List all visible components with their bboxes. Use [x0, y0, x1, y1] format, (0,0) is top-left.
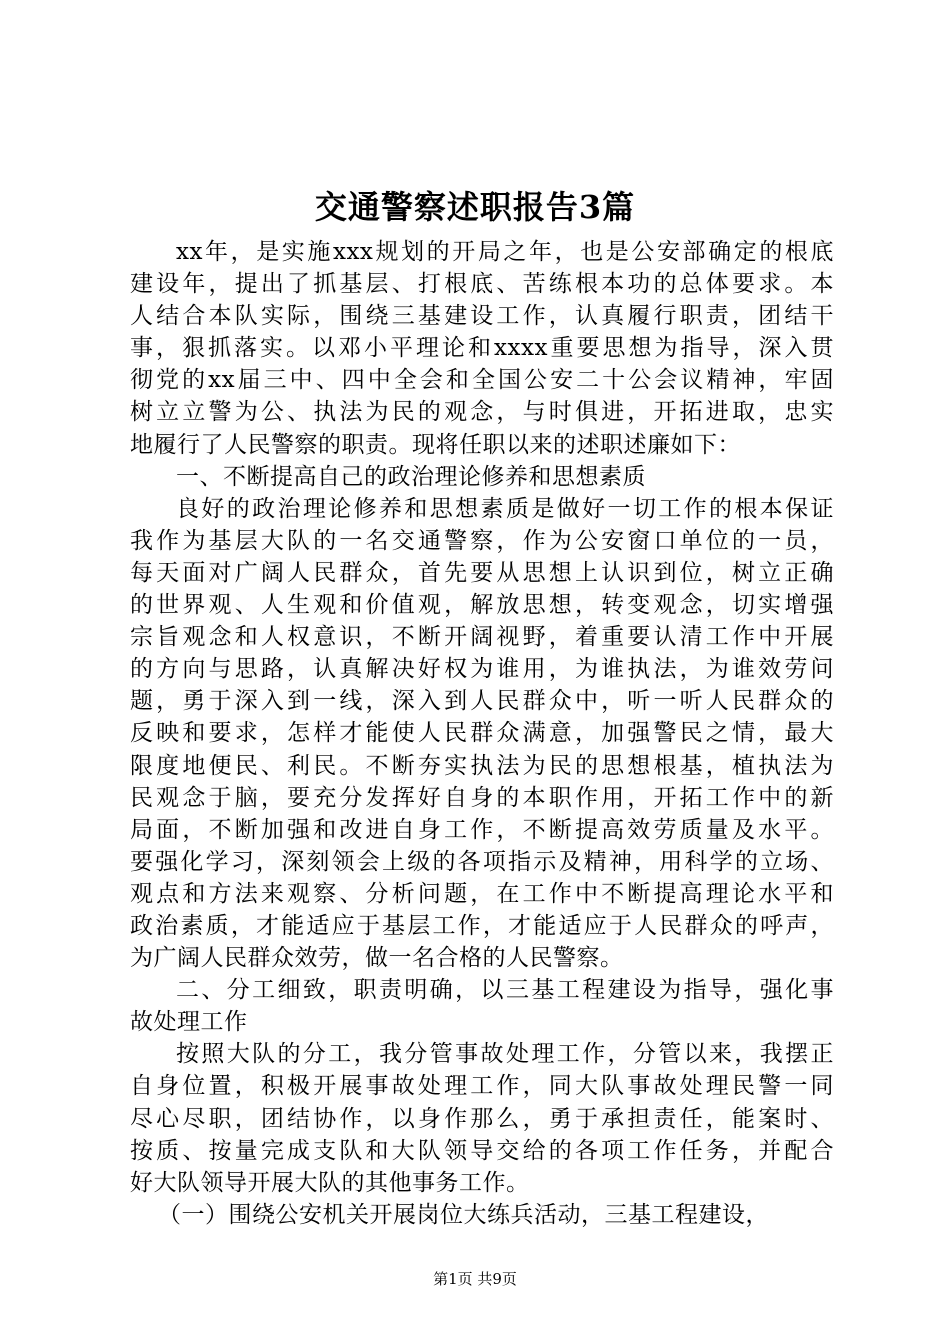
text-line: 我作为基层大队的一名交通警察，作为公安窗口单位的一员，: [130, 527, 834, 554]
text-line: （一）围绕公安机关开展岗位大练兵活动，三基工程建设，: [158, 1201, 769, 1228]
text-line: 故处理工作: [130, 1009, 248, 1036]
text-line: 题，勇于深入到一线，深入到人民群众中，听一听人民群众的: [130, 688, 834, 715]
text-line: 自身位置，积极开展事故处理工作，同大队事故处理民警一同: [130, 1073, 834, 1100]
text-line: 民观念于脑，要充分发挥好自身的本职作用，开拓工作中的新: [130, 784, 834, 811]
text-line: 限度地便民、利民。不断夯实执法为民的思想根基，植执法为: [130, 752, 834, 779]
text-line: 建设年，提出了抓基层、打根底、苦练根本功的总体要求。本: [130, 271, 834, 298]
text-line: 按质、按量完成支队和大队领导交给的各项工作任务，并配合: [130, 1137, 834, 1164]
text-line: 的世界观、人生观和价值观，解放思想，转变观念，切实增强: [130, 592, 834, 619]
text-line: 观点和方法来观察、分析问题，在工作中不断提高理论水平和: [130, 880, 834, 907]
text-line: 一、不断提高自己的政治理论修养和思想素质: [176, 463, 646, 490]
text-line: 要强化学习，深刻领会上级的各项指示及精神，用科学的立场、: [130, 848, 834, 875]
text-line: 地履行了人民警察的职责。现将任职以来的述职述廉如下：: [130, 431, 741, 458]
text-line: 彻党的xx届三中、四中全会和全国公安二十公会议精神，牢固: [130, 367, 834, 394]
text-line: 良好的政治理论修养和思想素质是做好一切工作的根本保证: [176, 495, 834, 522]
document-body: [130, 236, 834, 1231]
text-line: 按照大队的分工，我分管事故处理工作，分管以来，我摆正: [176, 1041, 834, 1068]
text-line: 尽心尽职，团结协作，以身作那么，勇于承担责任，能案时、: [130, 1105, 834, 1132]
text-line: 的方向与思路，认真解决好权为谁用，为谁执法，为谁效劳问: [130, 656, 834, 683]
text-line: 为广阔人民群众效劳，做一名合格的人民警察。: [130, 945, 624, 972]
text-line: 好大队领导开展大队的其他事务工作。: [130, 1169, 530, 1196]
text-line: 二、分工细致，职责明确，以三基工程建设为指导，强化事: [176, 977, 834, 1004]
page-title: 交通警察述职报告3篇: [314, 188, 636, 226]
text-line: 政治素质，才能适应于基层工作，才能适应于人民群众的呼声，: [130, 912, 834, 939]
text-line: 反映和要求，怎样才能使人民群众满意，加强警民之情，最大: [130, 720, 834, 747]
text-line: 树立立警为公、执法为民的观念，与时俱进，开拓进取，忠实: [130, 399, 834, 426]
text-line: 事，狠抓落实。以邓小平理论和xxxx重要思想为指导，深入贯: [130, 335, 834, 362]
page-footer: 第1页 共9页: [433, 1270, 517, 1288]
text-line: 每天面对广阔人民群众，首先要从思想上认识到位，树立正确: [130, 559, 834, 586]
text-line: 宗旨观念和人权意识，不断开阔视野，着重要认清工作中开展: [130, 624, 834, 651]
text-line: xx年，是实施xxx规划的开局之年，也是公安部确定的根底: [176, 239, 834, 265]
text-line: 人结合本队实际，围绕三基建设工作，认真履行职责，团结干: [130, 303, 834, 330]
text-line: 局面，不断加强和改进自身工作，不断提高效劳质量及水平。: [130, 816, 834, 843]
